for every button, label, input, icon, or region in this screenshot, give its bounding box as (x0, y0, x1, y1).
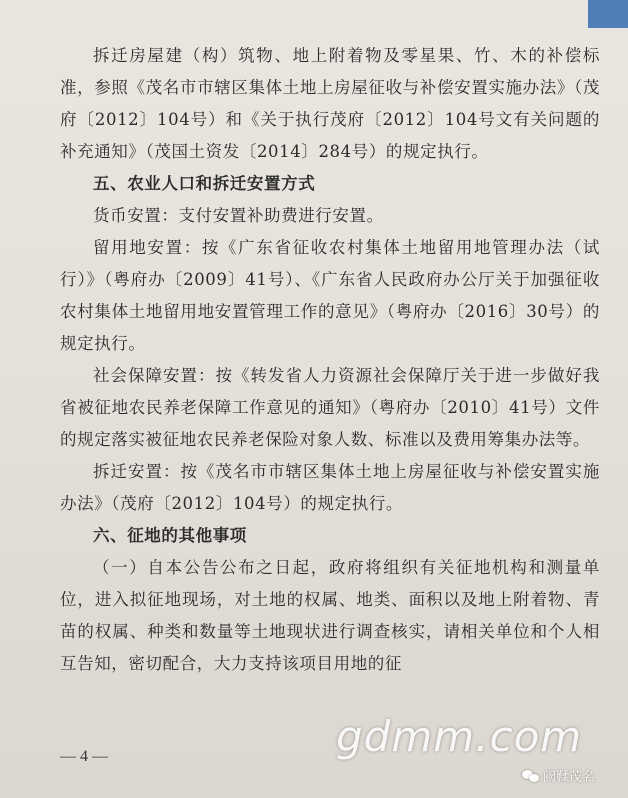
paragraph-monetary-resettlement: 货币安置：支付安置补助费进行安置。 (93, 206, 384, 225)
paragraph-reserved-land: 留用地安置：按《广东省征收农村集体土地留用地管理办法（试行）》（粤府办〔2009〕41号）、《广东省人民政府办公厅关于加强征收农村集体土地留用地安置管理工作的意见》（粤府办〔2016〕30号）的规定执行。 (60, 238, 600, 353)
section-heading-5: 五、农业人口和拆迁安置方式 (93, 174, 316, 193)
document-body (60, 40, 600, 680)
wechat-icon (522, 769, 540, 783)
site-watermark: gdmm.com (336, 712, 583, 761)
paragraph-social-security: 社会保障安置：按《转发省人力资源社会保障厅关于进一步做好我省被征地农民养老保障工作意见的通知》（粤府办〔2010〕41号）文件的规定落实被征地农民养老保险对象人数、标准以及费用筹集办法等。 (60, 366, 600, 449)
account-name: 阙鞣茂名 (543, 770, 596, 785)
folder-edge (588, 0, 628, 28)
account-badge (522, 766, 595, 785)
paragraph-demolition-resettlement: 拆迁安置：按《茂名市市辖区集体土地上房屋征收与补偿安置实施办法》（茂府〔2012〕104号）的规定执行。 (60, 462, 600, 513)
paragraph-other-matters-1: （一）自本公告公布之日起，政府将组织有关征地机构和测量单位，进入拟征地现场，对土地的权属、地类、面积以及地上附着物、青苗的权属、种类和数量等土地现状进行调查核实，请相关单位和个人相互告知，密切配合，大力支持该项目用地的征 (60, 558, 600, 673)
section-heading-6: 六、征地的其他事项 (93, 526, 247, 545)
page-number: — 4 — (60, 748, 108, 765)
paragraph-compensation-standard: 拆迁房屋建（构）筑物、地上附着物及零星果、竹、木的补偿标准，参照《茂名市市辖区集体土地上房屋征收与补偿安置实施办法》（茂府〔2012〕104号）和《关于执行茂府〔2012〕104号文有关问题的补充通知》（茂国土资发〔2014〕284号）的规定执行。 (60, 46, 600, 161)
